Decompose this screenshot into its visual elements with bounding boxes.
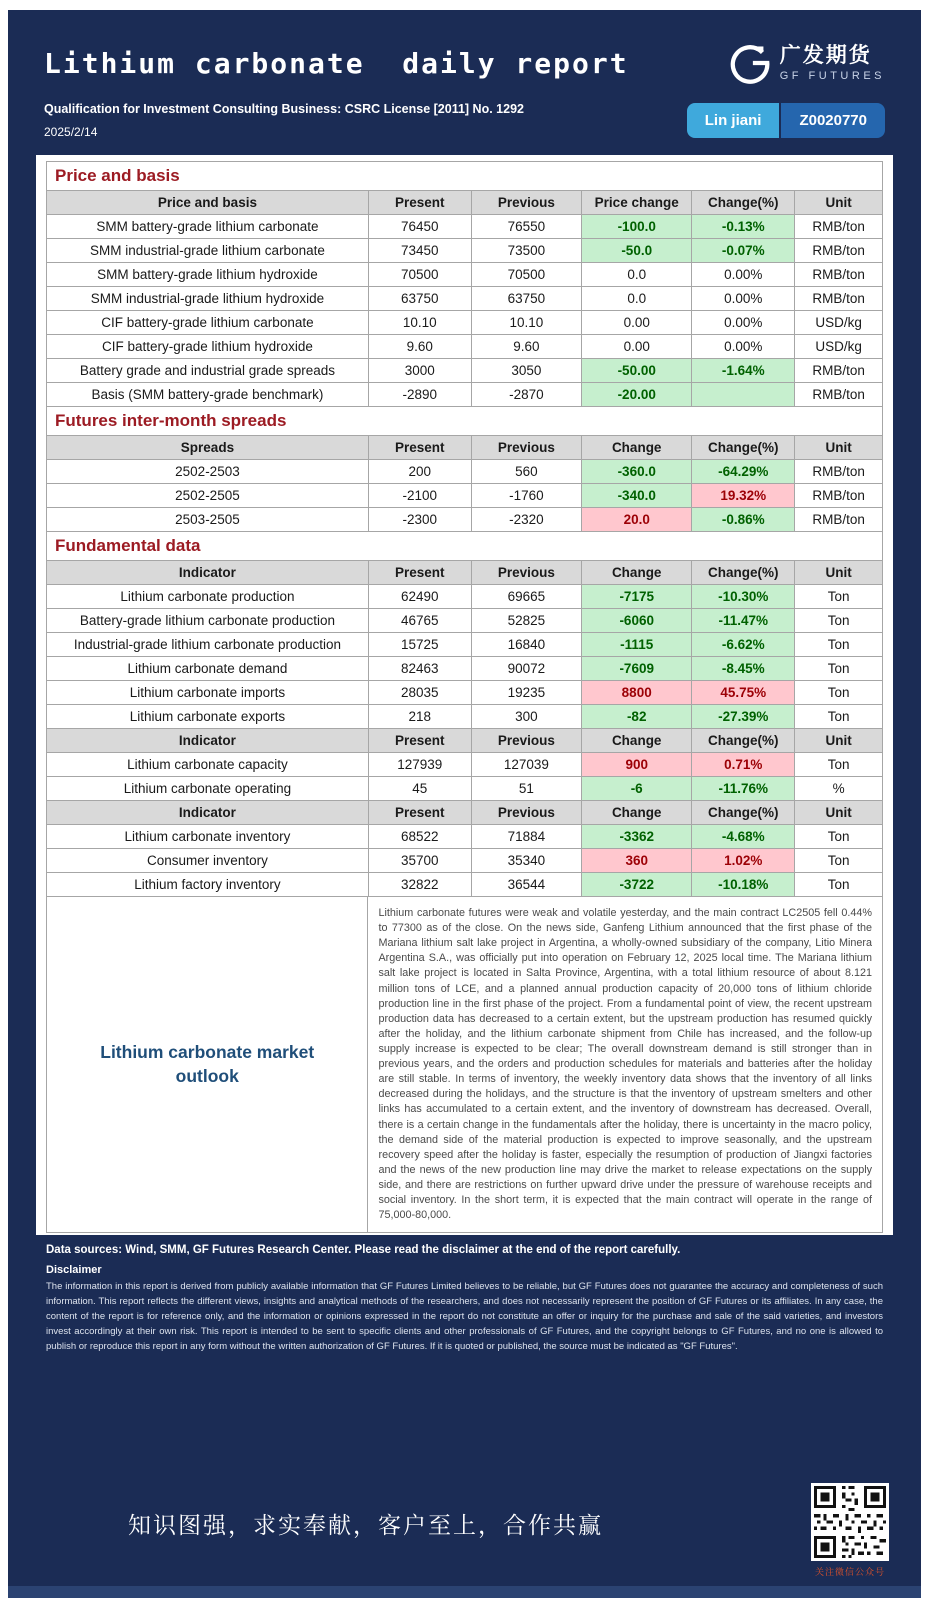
row-label: 2503-2505 bbox=[47, 508, 369, 532]
qualification-text: Qualification for Investment Consulting Business: CSRC License [2011] No. 1292 bbox=[44, 102, 524, 116]
cell: Ton bbox=[795, 681, 883, 705]
cell: RMB/ton bbox=[795, 460, 883, 484]
report-header bbox=[36, 10, 893, 92]
table-header-row bbox=[47, 801, 883, 825]
analyst-id-badge: Z0020770 bbox=[781, 103, 885, 138]
column-header: Change(%) bbox=[692, 729, 795, 753]
cell: 200 bbox=[368, 460, 471, 484]
table-row bbox=[47, 585, 883, 609]
column-header: Unit bbox=[795, 801, 883, 825]
cell: -340.0 bbox=[582, 484, 692, 508]
column-header: Price and basis bbox=[47, 191, 369, 215]
cell: 63750 bbox=[471, 287, 581, 311]
column-header: Indicator bbox=[47, 561, 369, 585]
cell: -20.00 bbox=[582, 383, 692, 407]
cell: Ton bbox=[795, 657, 883, 681]
cell: 0.71% bbox=[692, 753, 795, 777]
cell: 360 bbox=[582, 849, 692, 873]
cell: Ton bbox=[795, 705, 883, 729]
cell: 32822 bbox=[368, 873, 471, 897]
report-title: Lithium carbonate daily report bbox=[44, 46, 629, 80]
column-header: Previous bbox=[471, 191, 581, 215]
cell: 51 bbox=[471, 777, 581, 801]
cell: 35340 bbox=[471, 849, 581, 873]
row-label: Lithium carbonate inventory bbox=[47, 825, 369, 849]
cell: -7609 bbox=[582, 657, 692, 681]
column-header: Present bbox=[368, 801, 471, 825]
cell: -100.0 bbox=[582, 215, 692, 239]
cell: USD/kg bbox=[795, 311, 883, 335]
column-header: Spreads bbox=[47, 436, 369, 460]
cell: % bbox=[795, 777, 883, 801]
cell: -360.0 bbox=[582, 460, 692, 484]
report-board bbox=[8, 10, 921, 1598]
column-header: Present bbox=[368, 561, 471, 585]
market-outlook-label: Lithium carbonate market outlook bbox=[47, 897, 368, 1232]
cell: 218 bbox=[368, 705, 471, 729]
cell: Ton bbox=[795, 585, 883, 609]
cell: 0.00% bbox=[692, 335, 795, 359]
cell: 20.0 bbox=[582, 508, 692, 532]
row-label: SMM industrial-grade lithium carbonate bbox=[47, 239, 369, 263]
table-row bbox=[47, 335, 883, 359]
cell: 8800 bbox=[582, 681, 692, 705]
column-header: Change(%) bbox=[692, 561, 795, 585]
cell: 10.10 bbox=[368, 311, 471, 335]
gf-logo-icon bbox=[727, 40, 773, 86]
column-header: Change(%) bbox=[692, 436, 795, 460]
cell: 71884 bbox=[471, 825, 581, 849]
cell: -27.39% bbox=[692, 705, 795, 729]
table-row bbox=[47, 753, 883, 777]
row-label: CIF battery-grade lithium carbonate bbox=[47, 311, 369, 335]
cell: 300 bbox=[471, 705, 581, 729]
analyst-name-badge: Lin jiani bbox=[687, 103, 780, 138]
section-title-fundamental: Fundamental data bbox=[46, 531, 883, 561]
column-header: Change(%) bbox=[692, 801, 795, 825]
cell: RMB/ton bbox=[795, 263, 883, 287]
table-row bbox=[47, 508, 883, 532]
cell: 0.0 bbox=[582, 287, 692, 311]
column-header: Present bbox=[368, 729, 471, 753]
cell: 76450 bbox=[368, 215, 471, 239]
cell: -2300 bbox=[368, 508, 471, 532]
cell: -3362 bbox=[582, 825, 692, 849]
price-basis-table bbox=[46, 190, 883, 407]
table-row bbox=[47, 215, 883, 239]
table-row bbox=[47, 825, 883, 849]
cell: -0.86% bbox=[692, 508, 795, 532]
table-header-row bbox=[47, 561, 883, 585]
table-row bbox=[47, 681, 883, 705]
table-row bbox=[47, 633, 883, 657]
row-label: Lithium carbonate operating bbox=[47, 777, 369, 801]
table-row bbox=[47, 263, 883, 287]
row-label: CIF battery-grade lithium hydroxide bbox=[47, 335, 369, 359]
cell: Ton bbox=[795, 825, 883, 849]
cell: -7175 bbox=[582, 585, 692, 609]
cell: RMB/ton bbox=[795, 215, 883, 239]
row-label: SMM industrial-grade lithium hydroxide bbox=[47, 287, 369, 311]
spreads-table bbox=[46, 435, 883, 532]
table-row bbox=[47, 849, 883, 873]
report-meta bbox=[36, 92, 893, 155]
cell: 0.00% bbox=[692, 287, 795, 311]
column-header: Present bbox=[368, 191, 471, 215]
column-header: Previous bbox=[471, 436, 581, 460]
table-row bbox=[47, 705, 883, 729]
row-label: Lithium carbonate production bbox=[47, 585, 369, 609]
cell: Ton bbox=[795, 753, 883, 777]
cell: 0.00 bbox=[582, 311, 692, 335]
table-row bbox=[47, 609, 883, 633]
logo-chinese-name: 广发期货 bbox=[779, 44, 872, 68]
cell: -82 bbox=[582, 705, 692, 729]
cell: -0.13% bbox=[692, 215, 795, 239]
cell: 90072 bbox=[471, 657, 581, 681]
cell: 15725 bbox=[368, 633, 471, 657]
column-header: Previous bbox=[471, 801, 581, 825]
cell: Ton bbox=[795, 873, 883, 897]
row-label: SMM battery-grade lithium hydroxide bbox=[47, 263, 369, 287]
table-row bbox=[47, 777, 883, 801]
logo-text bbox=[780, 44, 885, 81]
cell: -6 bbox=[582, 777, 692, 801]
row-label: SMM battery-grade lithium carbonate bbox=[47, 215, 369, 239]
section-title-spreads: Futures inter-month spreads bbox=[46, 406, 883, 436]
cell: 9.60 bbox=[368, 335, 471, 359]
cell: Ton bbox=[795, 849, 883, 873]
cell: RMB/ton bbox=[795, 508, 883, 532]
cell: 28035 bbox=[368, 681, 471, 705]
table-row bbox=[47, 873, 883, 897]
cell: -2320 bbox=[471, 508, 581, 532]
qr-caption: 关注微信公众号 bbox=[814, 1567, 885, 1577]
analyst-badges bbox=[687, 103, 885, 138]
row-label: 2502-2503 bbox=[47, 460, 369, 484]
cell: -4.68% bbox=[692, 825, 795, 849]
cell: 560 bbox=[471, 460, 581, 484]
cell: Ton bbox=[795, 609, 883, 633]
market-outlook-text: Lithium carbonate futures were weak and volatile yesterday, and the main contract LC2505 fell 0.44% to 77300 as of the close. On the news side, Ganfeng Lithium announced that the first phase of the Mariana lithium salt lake project in Argentina, a wholly-owned subsidiary of the company, Litio Minera Argentina S.A., was officially put into operation on February 12, 2025 local time. The Mariana lithium salt lake project is located in Salta Province, Argentina, with a total lithium resource of about 8.121 million tons of LCE, and a planned annual production capacity of 20,000 tons of lithium chloride production line in the first phase of the project. From a fundamental point of view, the recent upstream production data has decreased to a certain extent, but the upstream production has resumed quickly after the holiday, and the lithium carbonate shipment from Chile has increased, and the follow-up supply increase is expected to be clear; The overall downstream demand is still stronger than in previous years, and the orders and production schedules for materials and batteries after the holiday are still stable. In terms of inventory, the weekly inventory data shows that the inventory of all links decreased during the holidays, and the structure is that the inventory of upstream smelters and other links has accumulated to a certain extent, and the inventory of downstream has decreased. Overall, there is a certain change in the fundamentals after the holiday, there is uncertainty in the macro policy, the demand side of the material production is expected to improve seasonally, and the upstream recovery speed after the holiday is faster, especially the resumption of production of Jiangxi factories and the news of the new production line may drive the market to release expectations on the supply side, and there are restrictions on further upward drive under the pressure of warehouse receipts and social inventory. In the short term, it is expected that the main contract will operate in the range of 75,000-80,000. bbox=[378, 907, 872, 1222]
cell: -10.18% bbox=[692, 873, 795, 897]
cell: 52825 bbox=[471, 609, 581, 633]
cell: 46765 bbox=[368, 609, 471, 633]
row-label: Consumer inventory bbox=[47, 849, 369, 873]
column-header: Change bbox=[582, 801, 692, 825]
cell: 0.0 bbox=[582, 263, 692, 287]
bottom-accent-bar bbox=[8, 1586, 921, 1598]
cell: Ton bbox=[795, 633, 883, 657]
cell: 10.10 bbox=[471, 311, 581, 335]
wechat-qr-block bbox=[809, 1483, 891, 1578]
cell: RMB/ton bbox=[795, 484, 883, 508]
column-header: Present bbox=[368, 436, 471, 460]
cell: 82463 bbox=[368, 657, 471, 681]
column-header: Unit bbox=[795, 436, 883, 460]
cell: RMB/ton bbox=[795, 383, 883, 407]
cell: -2100 bbox=[368, 484, 471, 508]
cell: -2870 bbox=[471, 383, 581, 407]
section-title-price-basis: Price and basis bbox=[46, 161, 883, 191]
table-header-row bbox=[47, 191, 883, 215]
column-header: Unit bbox=[795, 561, 883, 585]
column-header: Price change bbox=[582, 191, 692, 215]
meta-left bbox=[44, 102, 524, 139]
cell: 127939 bbox=[368, 753, 471, 777]
column-header: Previous bbox=[471, 561, 581, 585]
cell: RMB/ton bbox=[795, 287, 883, 311]
cell: 35700 bbox=[368, 849, 471, 873]
column-header: Previous bbox=[471, 729, 581, 753]
cell: 3050 bbox=[471, 359, 581, 383]
column-header: Change bbox=[582, 561, 692, 585]
cell: 3000 bbox=[368, 359, 471, 383]
row-label: Lithium carbonate capacity bbox=[47, 753, 369, 777]
row-label: Basis (SMM battery-grade benchmark) bbox=[47, 383, 369, 407]
cell: -1760 bbox=[471, 484, 581, 508]
row-label: Industrial-grade lithium carbonate production bbox=[47, 633, 369, 657]
cell: -0.07% bbox=[692, 239, 795, 263]
table-row bbox=[47, 383, 883, 407]
fundamental-capacity-table bbox=[46, 728, 883, 801]
report-date: 2025/2/14 bbox=[44, 125, 98, 139]
row-label: Lithium carbonate demand bbox=[47, 657, 369, 681]
cell: 9.60 bbox=[471, 335, 581, 359]
cell: 19.32% bbox=[692, 484, 795, 508]
cell: -11.76% bbox=[692, 777, 795, 801]
cell: RMB/ton bbox=[795, 359, 883, 383]
cell: 68522 bbox=[368, 825, 471, 849]
cell: 16840 bbox=[471, 633, 581, 657]
cell: 1.02% bbox=[692, 849, 795, 873]
column-header: Change bbox=[582, 729, 692, 753]
row-label: Lithium factory inventory bbox=[47, 873, 369, 897]
cell: 127039 bbox=[471, 753, 581, 777]
row-label: 2502-2505 bbox=[47, 484, 369, 508]
column-header: Indicator bbox=[47, 801, 369, 825]
cell: -10.30% bbox=[692, 585, 795, 609]
content-panel bbox=[36, 155, 893, 1235]
cell: 36544 bbox=[471, 873, 581, 897]
cell: 73500 bbox=[471, 239, 581, 263]
row-label: Battery-grade lithium carbonate production bbox=[47, 609, 369, 633]
cell: 900 bbox=[582, 753, 692, 777]
cell: -3722 bbox=[582, 873, 692, 897]
row-label: Lithium carbonate imports bbox=[47, 681, 369, 705]
table-row bbox=[47, 311, 883, 335]
table-row bbox=[47, 460, 883, 484]
cell bbox=[692, 383, 795, 407]
cell: -64.29% bbox=[692, 460, 795, 484]
cell: -50.00 bbox=[582, 359, 692, 383]
column-header: Change bbox=[582, 436, 692, 460]
cell: -1.64% bbox=[692, 359, 795, 383]
cell: -8.45% bbox=[692, 657, 795, 681]
cell: -2890 bbox=[368, 383, 471, 407]
table-row bbox=[47, 657, 883, 681]
column-header: Change(%) bbox=[692, 191, 795, 215]
qr-code-icon bbox=[811, 1483, 889, 1561]
table-row bbox=[47, 239, 883, 263]
fundamental-inventory-table bbox=[46, 800, 883, 897]
cell: 45.75% bbox=[692, 681, 795, 705]
cell: -6060 bbox=[582, 609, 692, 633]
cell: -1115 bbox=[582, 633, 692, 657]
data-sources-note: Data sources: Wind, SMM, GF Futures Research Center. Please read the disclaimer at the end of the report carefully. bbox=[46, 1244, 681, 1257]
cell: 19235 bbox=[471, 681, 581, 705]
row-label: Lithium carbonate exports bbox=[47, 705, 369, 729]
cell: 0.00 bbox=[582, 335, 692, 359]
cell: 69665 bbox=[471, 585, 581, 609]
table-header-row bbox=[47, 436, 883, 460]
cell: 70500 bbox=[368, 263, 471, 287]
cell: 70500 bbox=[471, 263, 581, 287]
cell: 0.00% bbox=[692, 263, 795, 287]
disclaimer-text: The information in this report is derived from publicly available information that GF Futures Limited believes to be reliable, but GF Futures does not guarantee the accuracy and completeness of such information. This report reflects the different views, insights and analytical methods of the researchers, and does not necessarily represent the position of GF Futures or its affiliates. In any case, the content of the report is for reference only, and the information or opinions expressed in the report do not constitute an offer or inquiry for the purchase and sale of the said varieties, and investors invest accordingly at their own risk. This report is intended to be sent to specific clients and other professionals of GF Futures, and the copyright belongs to GF Futures, and no one is allowed to publish or reproduce this report in any form without the written authorization of GF Futures. If it is quoted or published, the source must be indicated as "GF Futures". bbox=[46, 1281, 883, 1353]
cell: RMB/ton bbox=[795, 239, 883, 263]
market-outlook-section bbox=[46, 896, 883, 1233]
company-slogan: 知识图强，求实奉献，客户至上，合作共赢 bbox=[128, 1512, 603, 1538]
cell: 62490 bbox=[368, 585, 471, 609]
disclaimer-title: Disclaimer bbox=[46, 1264, 102, 1277]
cell: USD/kg bbox=[795, 335, 883, 359]
cell: -50.0 bbox=[582, 239, 692, 263]
cell: -6.62% bbox=[692, 633, 795, 657]
table-row bbox=[47, 287, 883, 311]
cell: 76550 bbox=[471, 215, 581, 239]
table-row bbox=[47, 359, 883, 383]
cell: 45 bbox=[368, 777, 471, 801]
table-row bbox=[47, 484, 883, 508]
logo-english-name: GF FUTURES bbox=[779, 69, 885, 82]
column-header: Unit bbox=[795, 729, 883, 753]
column-header: Unit bbox=[795, 191, 883, 215]
table-header-row bbox=[47, 729, 883, 753]
cell: -11.47% bbox=[692, 609, 795, 633]
column-header: Indicator bbox=[47, 729, 369, 753]
fundamental-production-table bbox=[46, 560, 883, 729]
cell: 0.00% bbox=[692, 311, 795, 335]
cell: 73450 bbox=[368, 239, 471, 263]
cell: 63750 bbox=[368, 287, 471, 311]
gf-futures-logo bbox=[727, 40, 885, 86]
row-label: Battery grade and industrial grade spreads bbox=[47, 359, 369, 383]
